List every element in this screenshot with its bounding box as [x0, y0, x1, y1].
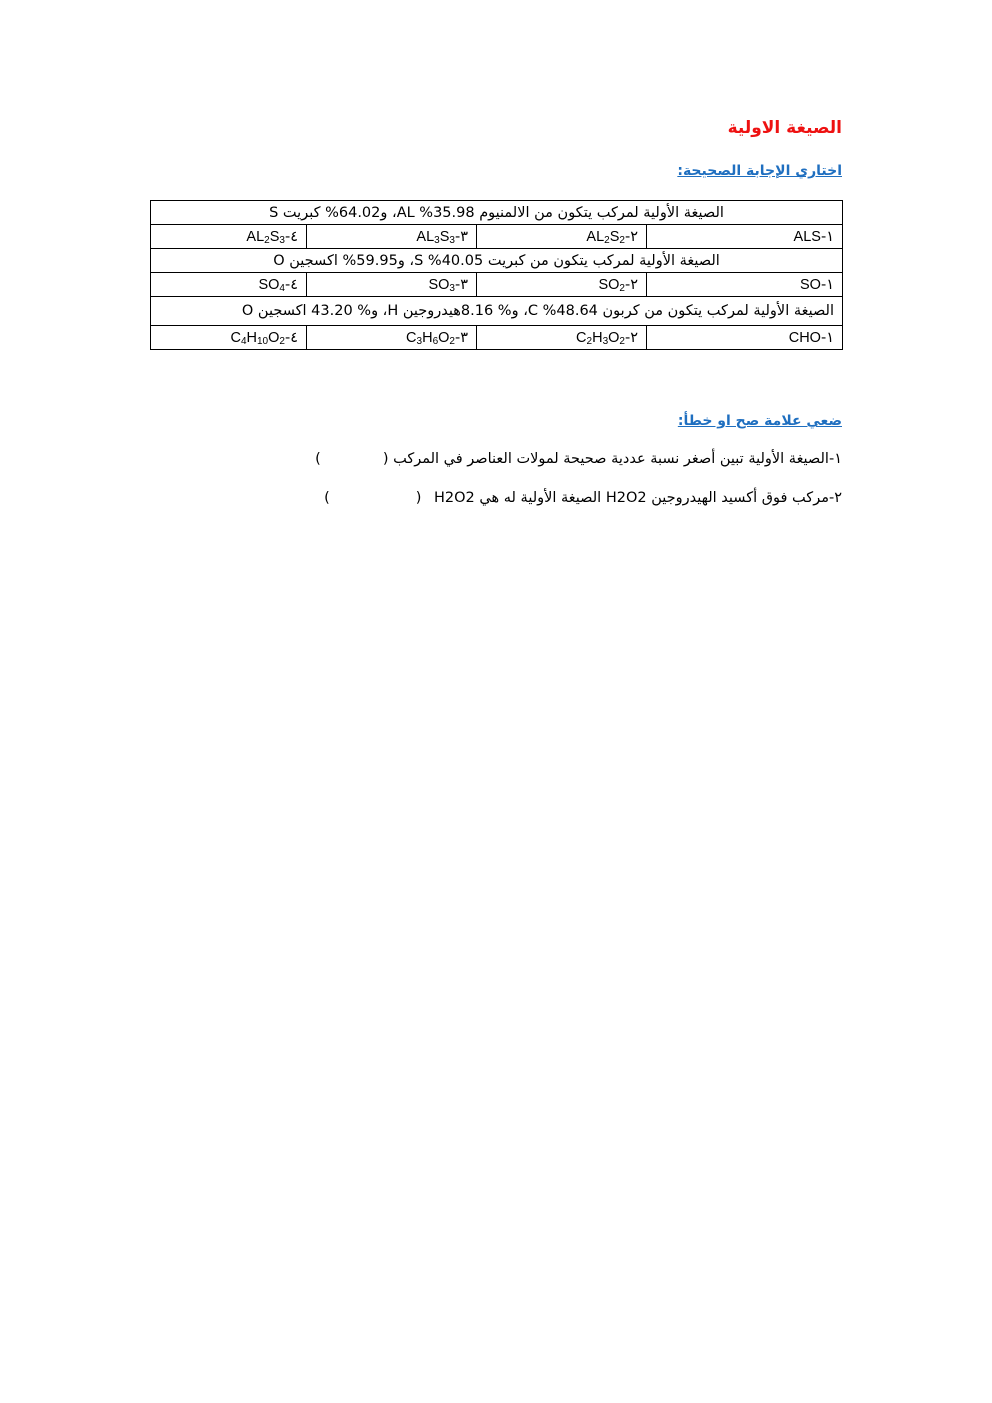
- option-cell[interactable]: $٢-SO_2$: [477, 273, 647, 297]
- option-formula: $C_3H_6O_2$: [406, 329, 455, 347]
- option-formula: $SO_2$: [598, 276, 625, 294]
- option-cell[interactable]: ١-CHO: [647, 326, 843, 350]
- answer-blank[interactable]: (): [324, 490, 422, 506]
- option-formula: $C_2H_3O_2$: [576, 329, 625, 347]
- question-stem-1: الصيغة الأولية لمركب يتكون من الالمنيوم AL %35.98، و64.02% كبريت S: [151, 201, 843, 225]
- multiple-choice-table: [150, 200, 843, 350]
- true-false-item-2: [324, 490, 842, 506]
- question-row: [151, 297, 843, 326]
- option-formula: CHO: [788, 329, 821, 346]
- option-cell[interactable]: ١-ALS: [647, 225, 843, 249]
- option-formula: $AL_2S_2$: [586, 228, 625, 246]
- true-false-statement: ٢-مركب فوق أكسيد الهيدروجين H2O2 الصيغة الأولية له هي H2O2: [434, 490, 842, 506]
- option-formula: $C_4H_{10}O_2$: [230, 329, 285, 347]
- option-formula: ALS: [793, 228, 821, 245]
- option-cell[interactable]: $٣-C_3H_6O_2$: [307, 326, 477, 350]
- option-formula: $SO_4$: [258, 276, 285, 294]
- section-heading-true-false: ضعي علامة صح او خطأ:: [677, 413, 842, 429]
- option-cell[interactable]: $٢-C_2H_3O_2$: [477, 326, 647, 350]
- true-false-statement: ١-الصيغة الأولية تبين أصغر نسبة عددية صحيحة لمولات العناصر في المركب: [393, 451, 842, 467]
- question-row: [151, 201, 843, 225]
- question-stem-2: الصيغة الأولية لمركب يتكون من كبريت S %40.05، و59.95% اكسجين O: [151, 249, 843, 273]
- option-cell[interactable]: $٢-AL_2S_2$: [477, 225, 647, 249]
- option-formula: SO: [800, 276, 821, 293]
- option-cell[interactable]: $٤-SO_4$: [151, 273, 307, 297]
- option-cell[interactable]: ١-SO: [647, 273, 843, 297]
- option-cell[interactable]: $٤-C_4H_{10}O_2$: [151, 326, 307, 350]
- options-row: [151, 225, 843, 249]
- option-formula: $SO_3$: [428, 276, 455, 294]
- page-title: الصيغة الاولية: [727, 118, 842, 138]
- question-row: [151, 249, 843, 273]
- option-formula: $AL_3S_3$: [416, 228, 455, 246]
- options-row: [151, 326, 843, 350]
- option-formula: $AL_2S_3$: [246, 228, 285, 246]
- options-row: [151, 273, 843, 297]
- section-heading-multiple-choice: اختاري الإجابة الصحيحة:: [677, 163, 842, 179]
- true-false-item-1: [315, 451, 842, 467]
- question-stem-3: الصيغة الأولية لمركب يتكون من كربون C %48.64، و% 8.16هيدروجين H، و% 43.20 اكسجين O: [151, 297, 843, 326]
- option-cell[interactable]: $٣-AL_3S_3$: [307, 225, 477, 249]
- answer-blank[interactable]: (): [315, 451, 389, 467]
- option-cell[interactable]: $٣-SO_3$: [307, 273, 477, 297]
- option-cell[interactable]: $٤-AL_2S_3$: [151, 225, 307, 249]
